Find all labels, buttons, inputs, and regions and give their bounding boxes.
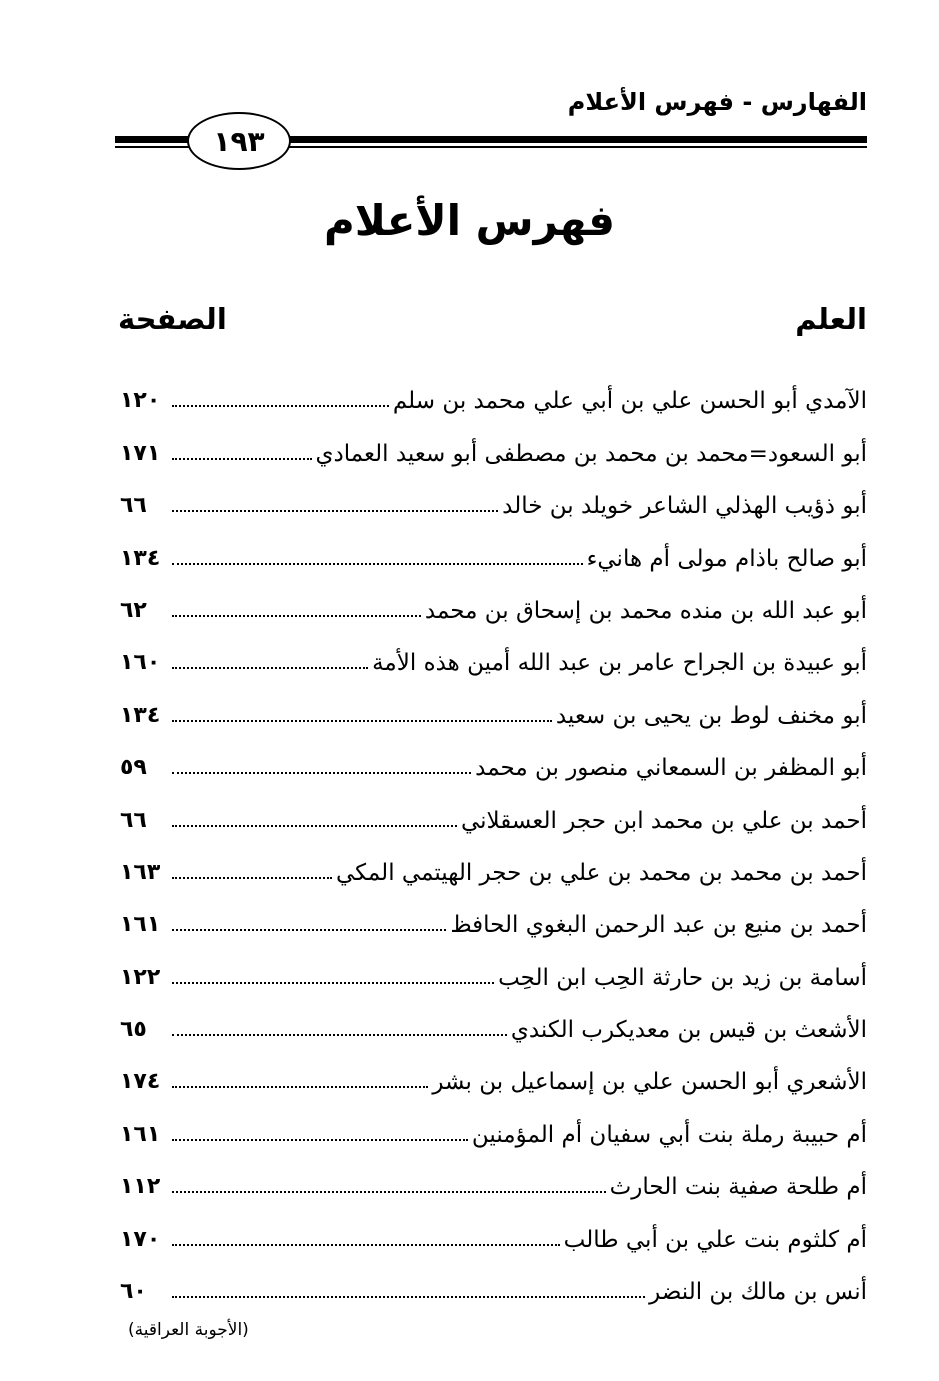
- entry-name: أسامة بن زيد بن حارثة الحِب ابن الحِب: [498, 964, 867, 991]
- index-entry: [120, 469, 867, 521]
- dot-leader: [172, 615, 421, 617]
- entry-name: أبو السعود=محمد بن محمد بن مصطفى أبو سعيد العمادي: [315, 440, 867, 467]
- index-entry: [120, 416, 867, 468]
- index-entry-list: [120, 364, 867, 1307]
- entry-name: أحمد بن علي بن محمد ابن حجر العسقلاني: [460, 807, 867, 834]
- entry-name: الآمدي أبو الحسن علي بن أبي علي محمد بن سلم: [392, 388, 867, 415]
- entry-name: أحمد بن محمد بن محمد بن علي بن حجر الهيتمي المكي: [336, 859, 867, 886]
- index-entry: [120, 574, 867, 626]
- index-entry: [120, 521, 867, 573]
- index-entry: [120, 888, 867, 940]
- index-entry: [120, 783, 867, 835]
- dot-leader: [172, 1086, 428, 1088]
- entry-page: ١٦١: [120, 1121, 161, 1147]
- entry-page: ١٦١: [120, 912, 161, 938]
- dot-leader: [172, 563, 583, 565]
- footer-book-title: (الأجوبة العراقية): [128, 1320, 249, 1340]
- entry-page: ١٦٣: [120, 859, 161, 885]
- column-header-name: العلم: [795, 302, 867, 336]
- dot-leader: [172, 929, 446, 931]
- entry-page: ٦٥: [120, 1017, 147, 1043]
- index-entry: [120, 1150, 867, 1202]
- entry-page: ١٧٤: [120, 1069, 161, 1095]
- dot-leader: [172, 458, 312, 460]
- entry-name: أم طلحة صفية بنت الحارث: [609, 1174, 867, 1201]
- index-entry: [120, 1255, 867, 1307]
- dot-leader: [172, 510, 498, 512]
- entry-name: أبو ذؤيب الهذلي الشاعر خويلد بن خالد: [502, 493, 867, 520]
- entry-name: أنس بن مالك بن النضر: [649, 1279, 867, 1306]
- entry-page: ١٢٠: [120, 388, 161, 414]
- index-entry: [120, 940, 867, 992]
- entry-page: ٥٩: [120, 755, 147, 781]
- dot-leader: [172, 1296, 645, 1298]
- index-entry: [120, 836, 867, 888]
- entry-name: الأشعث بن قيس بن معديكرب الكندي: [510, 1017, 867, 1044]
- index-entry: [120, 731, 867, 783]
- dot-leader: [172, 877, 332, 879]
- dot-leader: [172, 1034, 507, 1036]
- entry-page: ١٢٢: [120, 964, 161, 990]
- dot-leader: [172, 825, 457, 827]
- index-entry: [120, 1045, 867, 1097]
- entry-page: ٦٠: [120, 1279, 147, 1305]
- dot-leader: [172, 1191, 606, 1193]
- entry-name: أبو مخنف لوط بن يحيى بن سعيد: [555, 702, 867, 729]
- dot-leader: [172, 720, 552, 722]
- entry-page: ١٣٤: [120, 702, 161, 728]
- dot-leader: [172, 982, 494, 984]
- entry-page: ١٧٠: [120, 1226, 161, 1252]
- dot-leader: [172, 1244, 560, 1246]
- index-entry: [120, 678, 867, 730]
- entry-name: أبو عبد الله بن منده محمد بن إسحاق بن محمد: [424, 597, 867, 624]
- index-entry: [120, 364, 867, 416]
- index-entry: [120, 1097, 867, 1149]
- entry-name: أم حبيبة رملة بنت أبي سفيان أم المؤمنين: [471, 1121, 867, 1148]
- entry-page: ٦٦: [120, 493, 147, 519]
- entry-page: ١١٢: [120, 1174, 161, 1200]
- page-title: فهرس الأعلام: [324, 196, 615, 245]
- entry-page: ٦٢: [120, 597, 147, 623]
- entry-page: ١٣٤: [120, 545, 161, 571]
- index-entry: [120, 1202, 867, 1254]
- dot-leader: [172, 1139, 468, 1141]
- dot-leader: [172, 405, 389, 407]
- index-entry: [120, 626, 867, 678]
- entry-name: أبو عبيدة بن الجراح عامر بن عبد الله أمين هذه الأمة: [372, 650, 867, 677]
- dot-leader: [172, 772, 471, 774]
- running-header-title: الفهارس - فهرس الأعلام: [567, 88, 867, 116]
- entry-name: الأشعري أبو الحسن علي بن إسماعيل بن بشر: [432, 1069, 867, 1096]
- entry-name: أبو صالح باذام مولى أم هانيء: [586, 545, 867, 572]
- page-number: ١٩٣: [187, 112, 291, 170]
- entry-name: أم كلثوم بنت علي بن أبي طالب: [563, 1226, 867, 1253]
- column-header-page: الصفحة: [118, 302, 227, 336]
- entry-name: أحمد بن منيع بن عبد الرحمن البغوي الحافظ: [450, 912, 867, 939]
- entry-page: ١٧١: [120, 440, 161, 466]
- index-entry: [120, 993, 867, 1045]
- entry-page: ١٦٠: [120, 650, 161, 676]
- dot-leader: [172, 667, 368, 669]
- entry-page: ٦٦: [120, 807, 147, 833]
- entry-name: أبو المظفر بن السمعاني منصور بن محمد: [475, 755, 867, 782]
